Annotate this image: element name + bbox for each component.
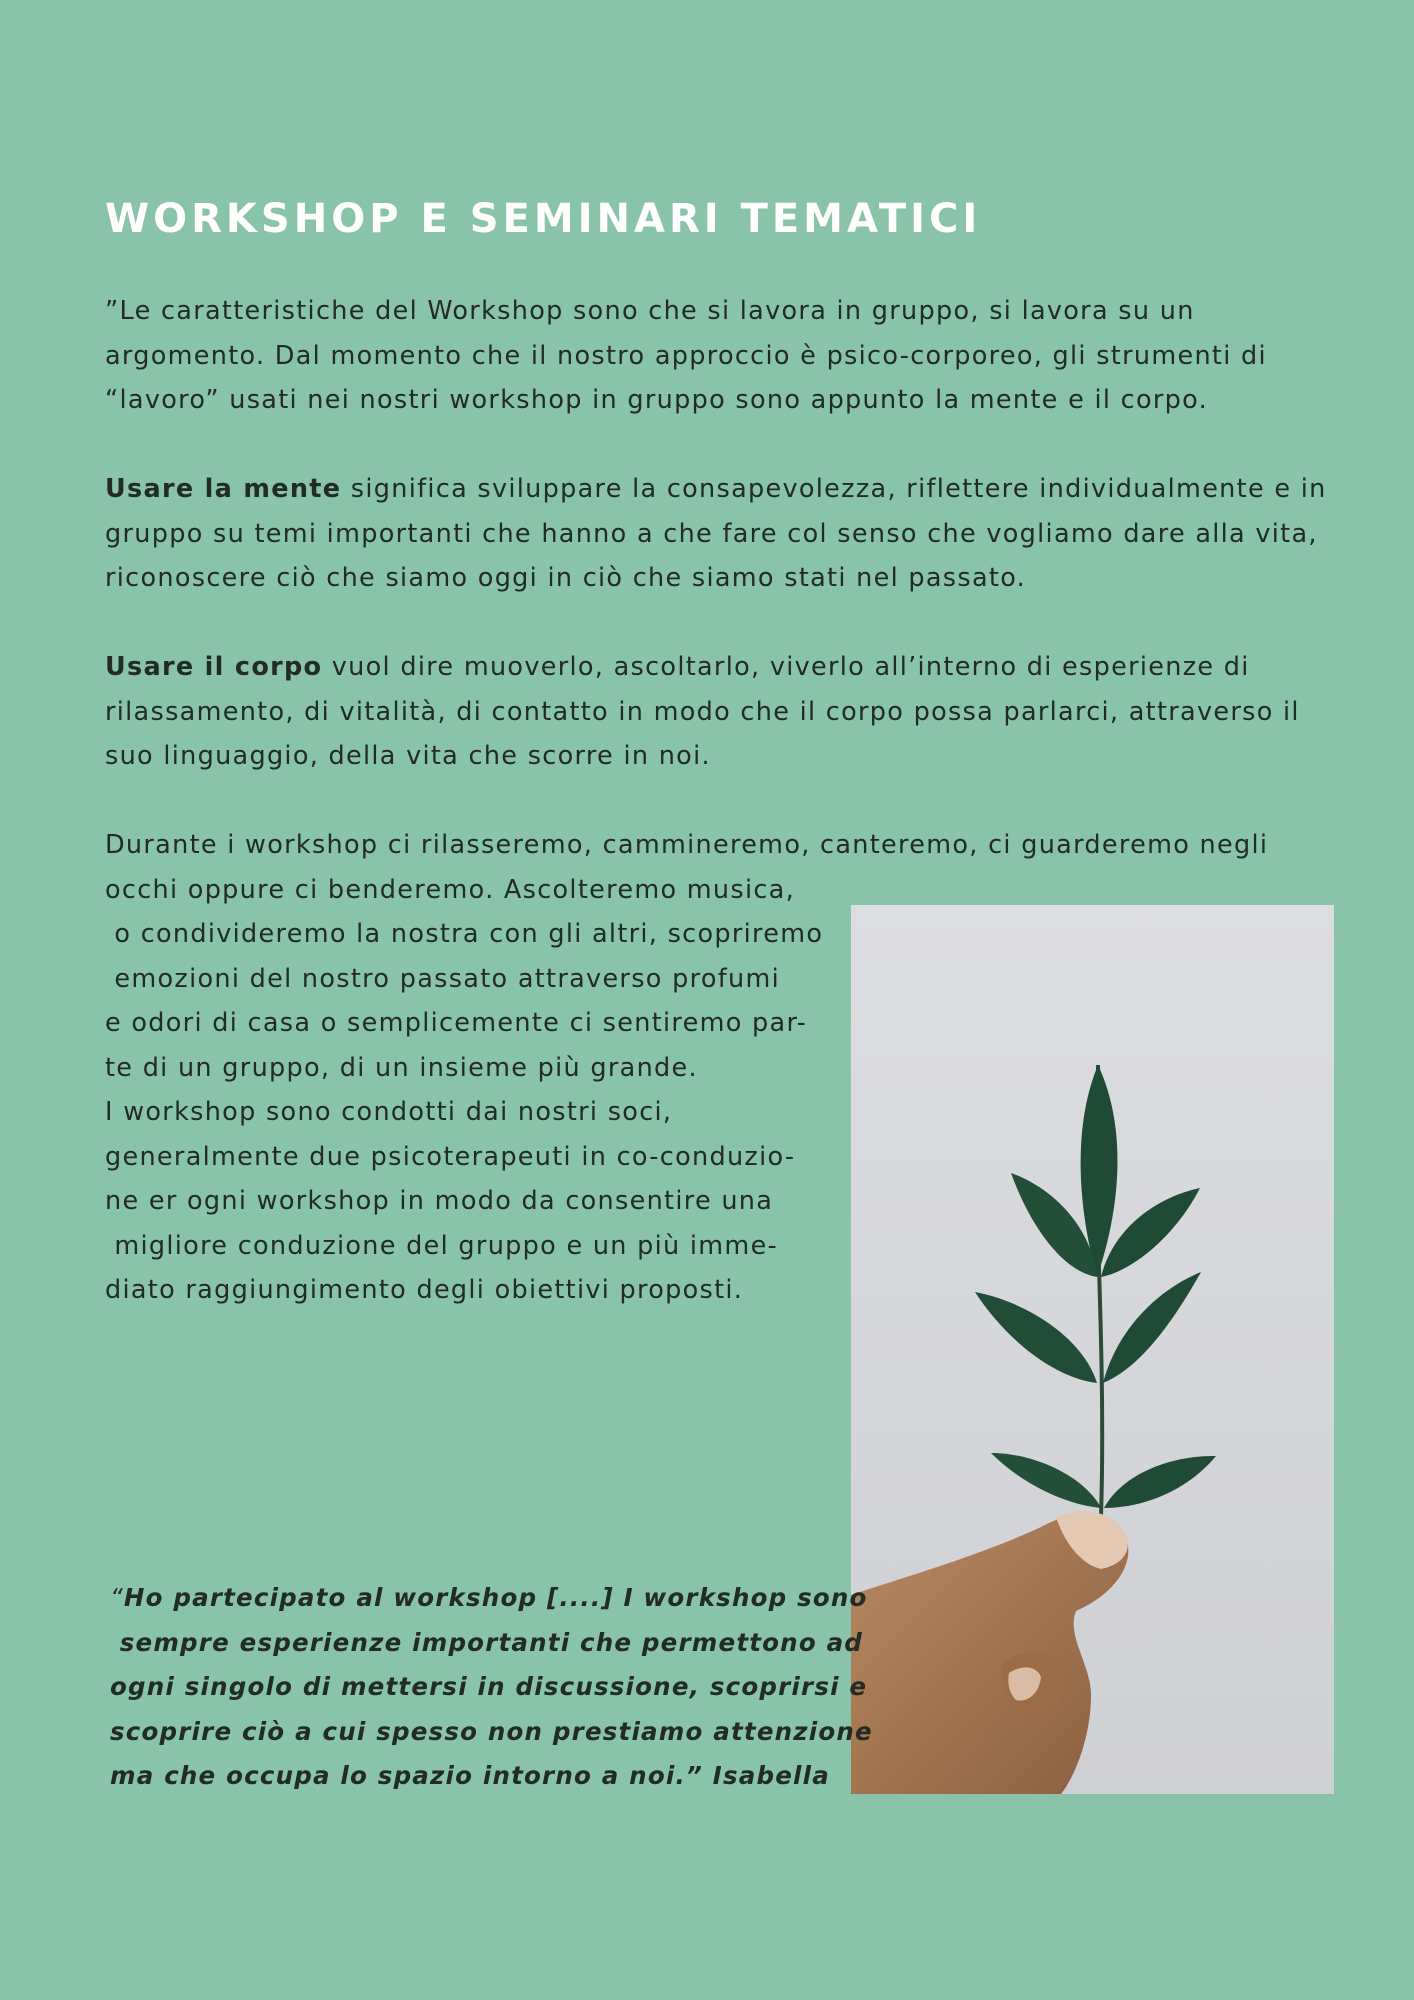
during-line: emozioni del nostro passato attraverso profumi xyxy=(105,963,780,994)
during-line: generalmente due psicoterapeuti in co-conduzio- xyxy=(105,1141,796,1172)
during-line: Durante i workshop ci rilasseremo, cammineremo, canteremo, ci guarderemo negli xyxy=(105,830,1269,860)
mind-line: gruppo su temi importanti che hanno a che fare col senso che vogliamo dare alla vita, xyxy=(105,518,1318,549)
quote-open-mark: “ xyxy=(110,1583,124,1612)
during-line: ne er ogni workshop in modo da consentire una xyxy=(105,1186,774,1216)
during-line: e odori di casa o semplicemente ci sentiremo par- xyxy=(105,1008,808,1038)
leaf-photo xyxy=(851,905,1334,1794)
quote-line: sempre esperienze importanti che permettono ad xyxy=(110,1627,864,1657)
body-line: rilassamento, di vitalità, di contatto in modo che il corpo possa parlarci, attraverso il xyxy=(105,696,1300,727)
testimonial-quote xyxy=(110,1576,873,1799)
mind-line: riconoscere ciò che siamo oggi in ciò che siamo stati nel passato. xyxy=(105,563,1027,593)
intro-line: ”Le caratteristiche del Workshop sono che si lavora in gruppo, si lavora su un xyxy=(105,296,1195,326)
during-line: diato raggiungimento degli obiettivi proposti. xyxy=(105,1275,744,1305)
intro-line: argomento. Dal momento che il nostro approccio è psico-corporeo, gli strumenti di xyxy=(105,340,1267,371)
mind-paragraph xyxy=(105,467,1327,601)
mind-text: significa sviluppare la consapevolezza, riflettere individualmente e in xyxy=(341,474,1327,504)
body-heading: Usare il corpo xyxy=(105,652,323,682)
during-line: I workshop sono condotti dai nostri soci, xyxy=(105,1097,673,1127)
quote-line xyxy=(110,1576,873,1621)
body-line xyxy=(105,645,1300,690)
during-line: occhi oppure ci benderemo. Ascolteremo musica, xyxy=(105,874,795,905)
intro-line: “lavoro” usati nei nostri workshop in gruppo sono appunto la mente e il corpo. xyxy=(105,385,1208,415)
body-paragraph xyxy=(105,645,1300,779)
quote-line: scoprire ciò a cui spesso non prestiamo attenzione xyxy=(110,1716,873,1746)
body-line: suo linguaggio, della vita che scorre in noi. xyxy=(105,741,711,771)
quote-line: ma che occupa lo spazio intorno a noi.” Isabella xyxy=(110,1761,830,1790)
during-line: te di un gruppo, di un insieme più grande. xyxy=(105,1052,698,1083)
page-title: WORKSHOP E SEMINARI TEMATICI xyxy=(105,196,982,242)
body-text: vuol dire muoverlo, ascoltarlo, viverlo all’interno di esperienze di xyxy=(322,652,1250,682)
quote-text: Ho partecipato al workshop [....] I workshop sono xyxy=(123,1583,868,1612)
quote-line: ogni singolo di mettersi in discussione, scoprirsi e xyxy=(110,1672,868,1701)
mind-heading: Usare la mente xyxy=(105,474,342,504)
mind-line xyxy=(105,467,1327,512)
during-line: migliore conduzione del gruppo e un più imme- xyxy=(105,1230,779,1261)
intro-paragraph xyxy=(105,289,1267,423)
during-line: o condivideremo la nostra con gli altri, scopriremo xyxy=(105,919,824,949)
